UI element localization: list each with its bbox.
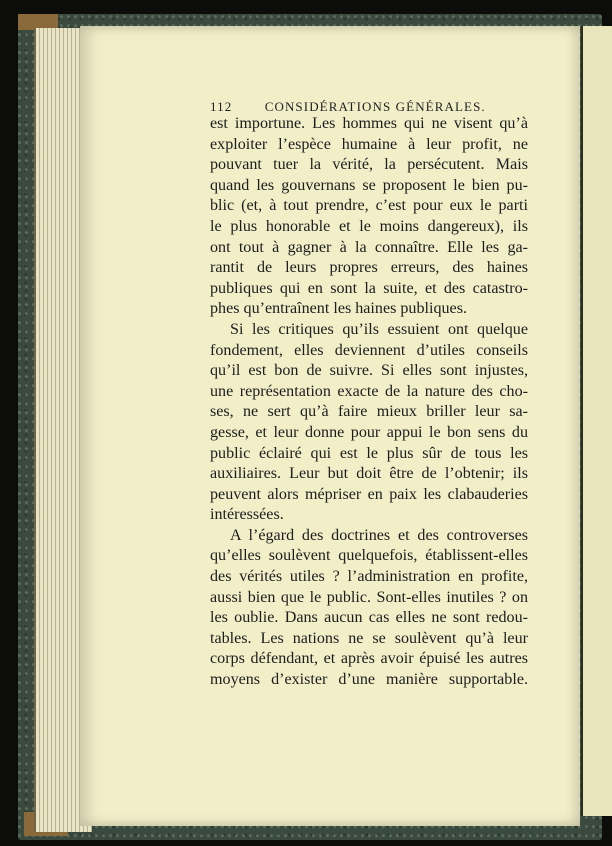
- facing-page-edge: [581, 26, 612, 816]
- page-text: [210, 114, 528, 691]
- text-line: blic (et, à tout prendre, c’est pour eux le parti: [210, 197, 528, 215]
- text-line: intéressées.: [210, 506, 284, 524]
- text-line: peuvent alors mépriser en paix les clabauderies: [210, 485, 528, 503]
- text-line: une représentation exacte de la nature des cho-: [210, 382, 528, 400]
- running-title: CONSIDÉRATIONS GÉNÉRALES.: [264, 99, 486, 114]
- text-line: le plus honorable et le moins dangereux), ils: [210, 217, 528, 235]
- text-line: quand les gouvernans se proposent le bien pu-: [210, 176, 528, 194]
- page-number: 112: [210, 99, 233, 114]
- text-line: ses, ne sert qu’à faire mieux briller leur sa-: [210, 403, 528, 421]
- text-line: corps défendant, et après avoir épuisé les autres: [210, 650, 528, 668]
- text-line: moyens d’exister d’une manière supportable.: [210, 671, 528, 689]
- text-line: exploiter l’espèce humaine à leur profit, ne: [210, 135, 528, 153]
- text-line: publiques qui en sont la suite, et des catastro-: [210, 279, 528, 297]
- text-line: pouvant tuer la vérité, la persécutent. Mais: [210, 156, 528, 174]
- text-line: fondement, elles deviennent d’utiles conseils: [210, 341, 528, 359]
- text-line: qu’elles soulèvent quelquefois, établissent-elles: [210, 547, 528, 565]
- text-line: qu’il est bon de suivre. Si elles sont injustes,: [210, 362, 528, 380]
- text-line: des vérités utiles ? l’administration en profite,: [210, 568, 528, 586]
- text-line: rantit de leurs propres erreurs, des haines: [210, 259, 528, 277]
- text-line: public éclairé qui est le plus sûr de tous les: [210, 444, 528, 462]
- text-line: ont tout à gagner à la connaître. Elle les ga-: [210, 238, 528, 256]
- text-line: auxiliaires. Leur but doit être de l’obtenir; ils: [210, 465, 528, 483]
- text-line: aussi bien que le public. Sont-elles inutiles ? on: [210, 588, 528, 606]
- text-line: Si les critiques qu’ils essuient ont quelque: [230, 320, 528, 338]
- text-line: gesse, et leur donne pour appui le bon sens du: [210, 423, 528, 441]
- text-line: A l’égard des doctrines et des controverses: [230, 526, 528, 544]
- text-line: phes qu’entraînent les haines publiques.: [210, 300, 467, 318]
- text-line: tables. Les nations ne se soulèvent qu’à leur: [210, 629, 528, 647]
- running-header: [210, 99, 530, 115]
- text-line: les oublie. Dans aucun cas elles ne sont redou-: [210, 609, 528, 627]
- text-line: est importune. Les hommes qui ne visent qu’à: [210, 115, 528, 132]
